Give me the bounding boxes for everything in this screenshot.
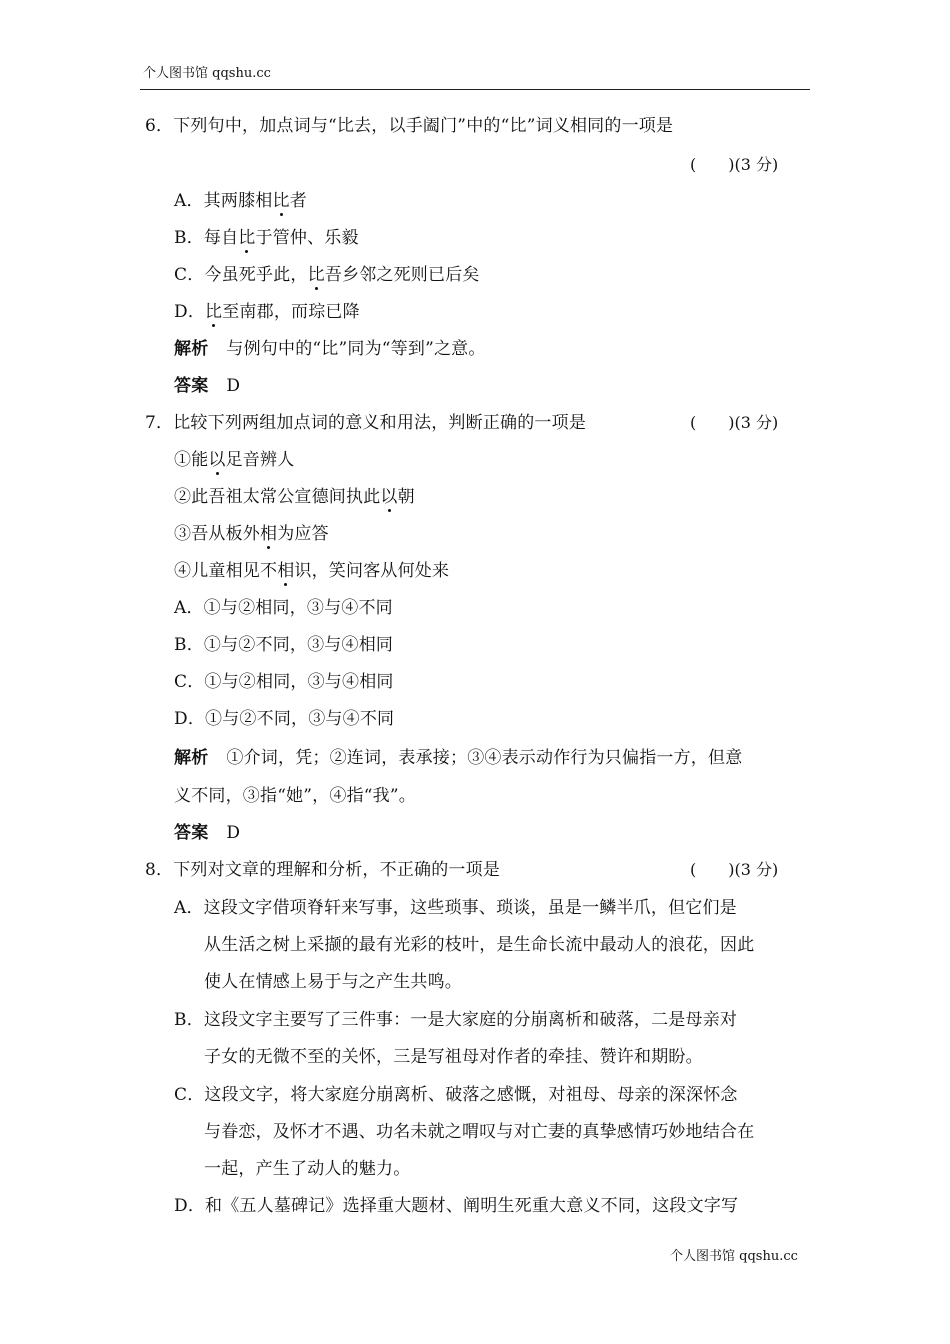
q6-option-d (174, 301, 360, 323)
q7-sentence-1-dotted: 以 (208, 450, 226, 470)
q8-option-b-line-2: 子女的无微不至的关怀，三是写祖母对作者的牵挂、赞许和期盼。 (204, 1047, 703, 1067)
q8-option-c-line-1: C．这段文字，将大家庭分崩离析、破落之感慨，对祖母、母亲的深深怀念 (174, 1085, 738, 1105)
q6-stem: 6．下列句中，加点词与“比去，以手阖门”中的“比”词义相同的一项是 (145, 116, 674, 136)
q6-score: ( )(3 分) (690, 155, 779, 174)
q8-stem: 8．下列对文章的理解和分析，不正确的一项是 (145, 860, 501, 880)
q7-option-b: B．①与②不同，③与④相同 (174, 635, 394, 655)
q8-option-c-line-3: 一起，产生了动人的魅力。 (204, 1159, 411, 1179)
q6-option-d-dotted: 比 (205, 302, 223, 322)
q6-option-b-post: 于管仲、乐毅 (255, 228, 359, 248)
q7-analysis-text-1: ①介词，凭；②连词，表承接；③④表示动作行为只偏指一方，但意 (226, 748, 743, 768)
q6-option-c-dotted: 比 (307, 265, 325, 285)
q7-sentence-2-post: 朝 (397, 487, 415, 507)
q6-analysis-text: 与例句中的“比”同为“等到”之意。 (226, 339, 486, 359)
q7-answer-label: 答案 (174, 823, 209, 843)
q6-option-b (174, 227, 359, 249)
q6-option-b-dotted: 比 (238, 228, 256, 248)
q6-option-a-dotted: 比 (272, 191, 290, 211)
q7-score: ( )(3 分) (690, 413, 779, 432)
q7-answer-value: D (226, 823, 241, 843)
q8-option-a-line-1: A．这段文字借项脊轩来写事，这些琐事、琐谈，虽是一鳞半爪，但它们是 (174, 898, 737, 918)
q7-analysis (174, 747, 742, 769)
q7-option-d: D．①与②不同，③与④不同 (174, 709, 395, 729)
q7-analysis-continued: 义不同，③指“她”，④指“我”。 (174, 786, 416, 806)
q8-score: ( )(3 分) (690, 860, 779, 879)
q7-sentence-4 (174, 560, 449, 582)
q7-sentence-4-post: 识，笑问客从何处来 (294, 561, 450, 581)
q7-sentence-3-pre: ③吾从板外 (174, 524, 260, 544)
q7-sentence-2-dotted: 以 (380, 487, 398, 507)
q6-option-a (174, 190, 307, 212)
header-rule (140, 89, 810, 90)
q7-sentence-4-dotted: 相 (277, 561, 295, 581)
q6-analysis-label: 解析 (174, 339, 209, 359)
q7-sentence-2 (174, 486, 415, 508)
q7-sentence-3-post: 为应答 (277, 524, 329, 544)
q6-option-d-pre: D． (174, 302, 206, 322)
q8-option-c-line-2: 与眷恋，及怀才不遇、功名未就之喟叹与对亡妻的真挚感情巧妙地结合在 (204, 1122, 755, 1142)
q6-option-b-pre: B．每自 (174, 228, 239, 248)
q8-option-d-line-1: D．和《五人墓碑记》选择重大题材、阐明生死重大意义不同，这段文字写 (174, 1196, 739, 1216)
q7-option-c: C．①与②相同，③与④相同 (174, 672, 394, 692)
q7-sentence-3-dotted: 相 (260, 524, 278, 544)
q6-option-d-post: 至南郡，而琮已降 (222, 302, 360, 322)
q6-analysis (174, 338, 486, 360)
q6-answer (174, 375, 240, 397)
q7-answer (174, 822, 240, 844)
q6-answer-value: D (226, 376, 241, 396)
q6-option-a-pre: A．其两膝相 (174, 191, 273, 211)
q7-sentence-3 (174, 523, 329, 545)
q7-sentence-2-pre: ②此吾祖太常公宣德间执此 (174, 487, 381, 507)
q7-option-a: A．①与②相同，③与④不同 (174, 598, 393, 618)
q6-option-c-post: 吾乡邻之死则已后矣 (324, 265, 480, 285)
q7-sentence-1 (174, 449, 294, 471)
q6-option-c-pre: C．今虽死乎此， (174, 265, 308, 285)
q7-sentence-1-pre: ①能 (174, 450, 209, 470)
page-header: 个人图书馆 qqshu.cc (143, 66, 271, 81)
q6-option-a-post: 者 (289, 191, 307, 211)
q6-option-c (174, 264, 480, 286)
q8-option-a-line-2: 从生活之树上采撷的最有光彩的枝叶，是生命长流中最动人的浪花，因此 (204, 935, 755, 955)
q7-stem: 7．比较下列两组加点词的意义和用法，判断正确的一项是 (145, 413, 587, 433)
q7-sentence-1-post: 足音辨人 (225, 450, 295, 470)
q8-option-b-line-1: B．这段文字主要写了三件事：一是大家庭的分崩离析和破落，二是母亲对 (174, 1010, 738, 1030)
q6-answer-label: 答案 (174, 376, 209, 396)
q7-sentence-4-pre: ④儿童相见不 (174, 561, 278, 581)
page-footer: 个人图书馆 qqshu.cc (670, 1249, 798, 1264)
q8-option-a-line-3: 使人在情感上易于与之产生共鸣。 (204, 972, 462, 992)
q7-analysis-label: 解析 (174, 748, 209, 768)
